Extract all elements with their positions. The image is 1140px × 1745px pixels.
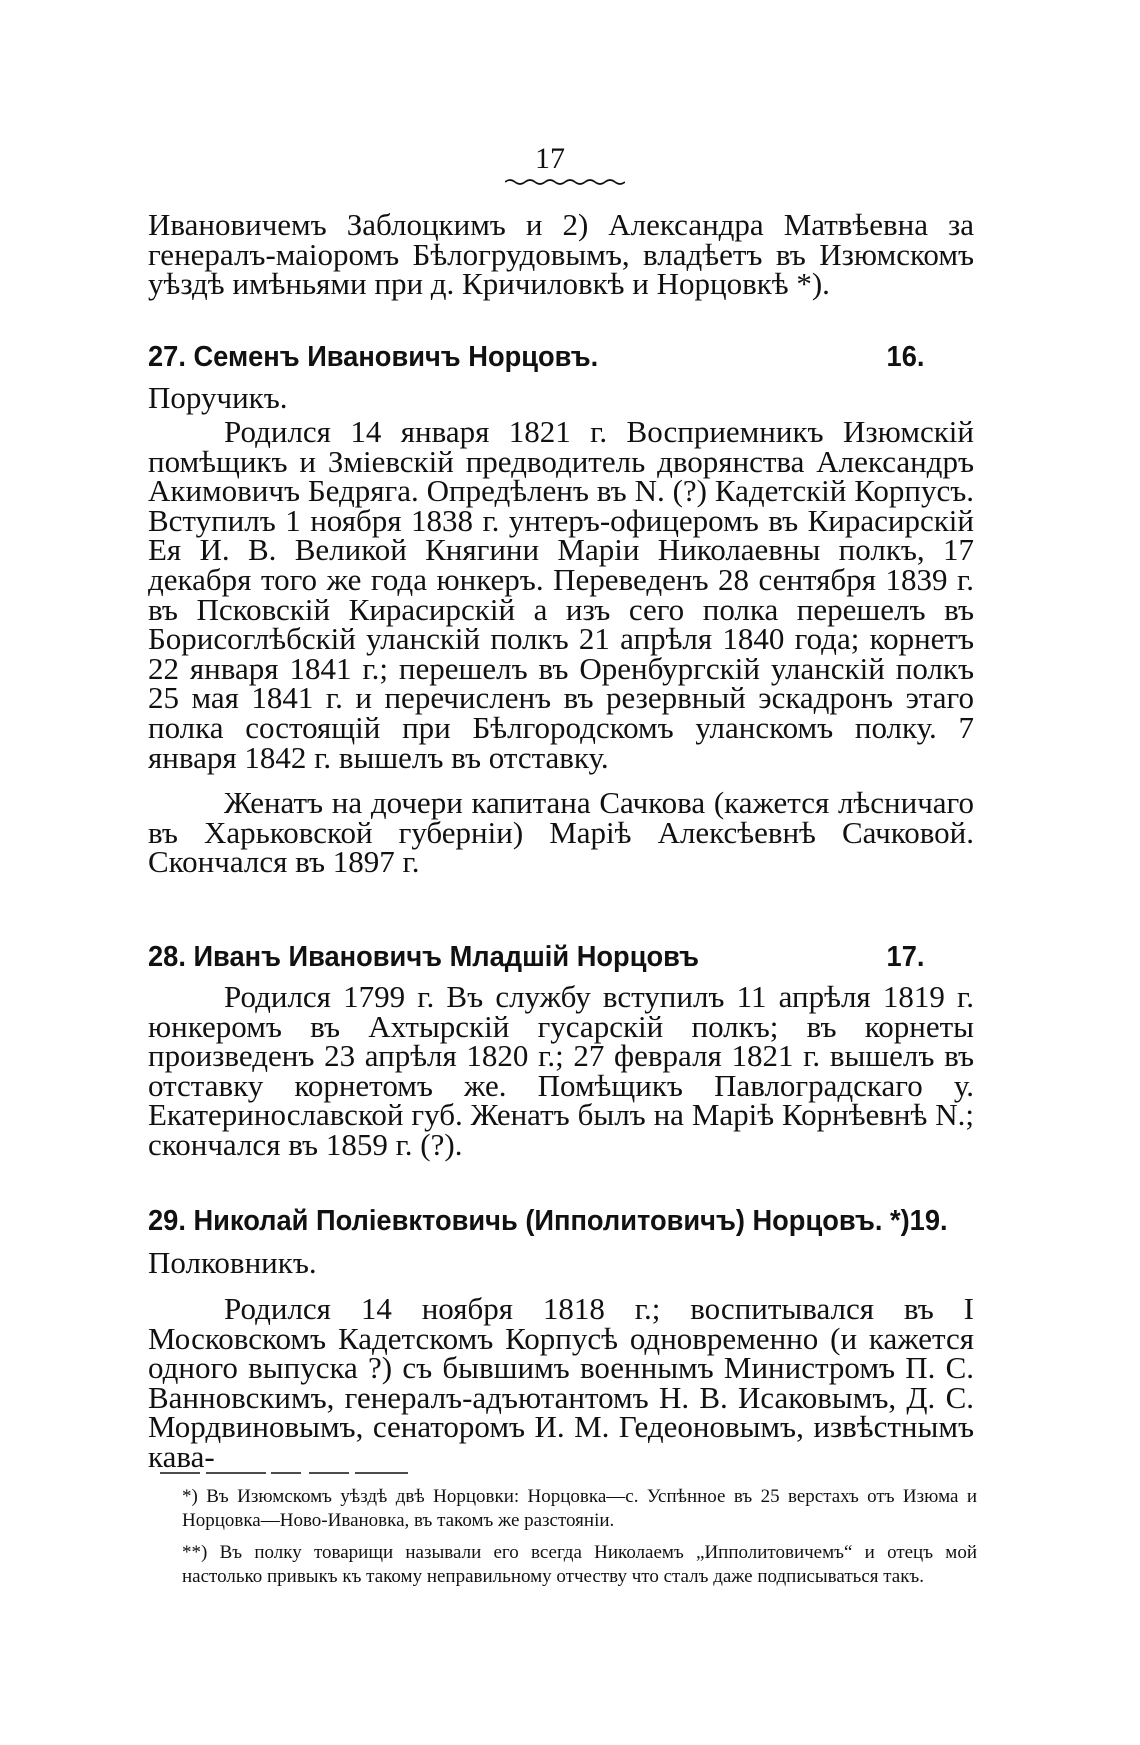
- entry-28-body: [148, 979, 974, 1162]
- entry-27-heading: [148, 341, 924, 373]
- generation-number: 16.: [886, 341, 925, 373]
- generation-number: 19.: [909, 1205, 948, 1237]
- entry-29-heading: [148, 1205, 948, 1237]
- entry-paragraph: Родился 14 ноября 1818 г.; воспитывался въ I Московскомъ Кадетскомъ Корпусѣ одновременно (и кажется одного выпуска ?) съ бывшимъ военнымъ Министромъ П. С. Ванновскимъ, генералъ-адъютантомъ Н. В. Исаковымъ, Д. С. Мордвиновымъ, сенаторомъ И. М. Гедеоновымъ, извѣстнымъ кава-: [148, 1291, 974, 1474]
- continuation-text: Ивановичемъ Заблоцкимъ и 2) Александра Матвѣевна за генералъ-маіоромъ Бѣлогрудовымъ, владѣетъ въ Изюмскомъ уѣздѣ имѣньями при д. Кричиловкѣ и Норцовкѣ *).: [148, 207, 974, 302]
- footnote-separator: [160, 1472, 408, 1474]
- entry-heading-text: 29. Николай Поліевктовичь (Ипполитовичъ) Норцовъ. *): [148, 1205, 910, 1237]
- footnote-2: **) Въ полку товарищи называли его всегда Николаемъ „Ипполитовичемъ“ и отецъ мой настолько привыкъ къ такому неправильному отчеству что сталъ даже подписываться такъ.: [182, 1542, 977, 1587]
- entry-paragraph: Родился 1799 г. Въ службу вступилъ 11 апрѣля 1819 г. юнкеромъ въ Ахтырскій гусарскій полкъ; въ корнеты произведенъ 23 апрѣля 1820 г.; 27 февраля 1821 г. вышелъ въ отставку корнетомъ же. Помѣщикъ Павлоградскаго у. Екатеринославской губ. Женатъ былъ на Маріѣ Корнѣевнѣ N.; скончался въ 1859 г. (?).: [148, 979, 974, 1162]
- page-number: 17: [535, 142, 565, 175]
- footnotes: [182, 1485, 977, 1589]
- entry-29-body: [148, 1245, 974, 1474]
- entry-27-body: [148, 380, 974, 880]
- entry-28-heading: [148, 941, 924, 973]
- entry-heading-text: 27. Семенъ Ивановичъ Норцовъ.: [148, 341, 599, 373]
- entry-rank: Полковникъ.: [148, 1245, 317, 1280]
- footnote-1: *) Въ Изюмскомъ уѣздѣ двѣ Норцовки: Норцовка—с. Успѣнное въ 25 верстахъ отъ Изюма и Норцовка—Ново-Ивановка, въ такомъ же разстояніи.: [182, 1486, 977, 1531]
- entry-heading-text: 28. Иванъ Ивановичъ Младшій Норцовъ: [148, 941, 700, 973]
- entry-paragraph: Женатъ на дочери капитана Сачкова (кажется лѣсничаго въ Харьковской губерніи) Маріѣ Алексѣевнѣ Сачковой. Скончался въ 1897 г.: [148, 785, 974, 880]
- generation-number: 17.: [886, 941, 925, 973]
- entry-paragraph: Родился 14 января 1821 г. Восприемникъ Изюмскій помѣщикъ и Зміевскій предводитель дворянства Александръ Акимовичъ Бедряга. Опредѣленъ въ N. (?) Кадетскій Корпусъ. Вступилъ 1 ноября 1838 г. унтеръ-офицеромъ въ Кирасирскій Ея И. В. Великой Княгини Маріи Николаевны полкъ, 17 декабря того же года юнкеръ. Переведенъ 28 сентября 1839 г. въ Псковскій Кирасирскій а изъ сего полка перешелъ въ Борисоглѣбскій уланскій полкъ 21 апрѣля 1840 года; корнетъ 22 января 1841 г.; перешелъ въ Оренбургскій уланскій полкъ 25 мая 1841 г. и перечисленъ въ резервный эскадронъ этаго полка состоящій при Бѣлгородскомъ уланскомъ полку. 7 января 1842 г. вышелъ въ отставку.: [148, 414, 974, 775]
- continuation-paragraph: [148, 207, 974, 302]
- page-number-ornament: [505, 178, 625, 186]
- entry-rank: Поручикъ.: [148, 380, 288, 415]
